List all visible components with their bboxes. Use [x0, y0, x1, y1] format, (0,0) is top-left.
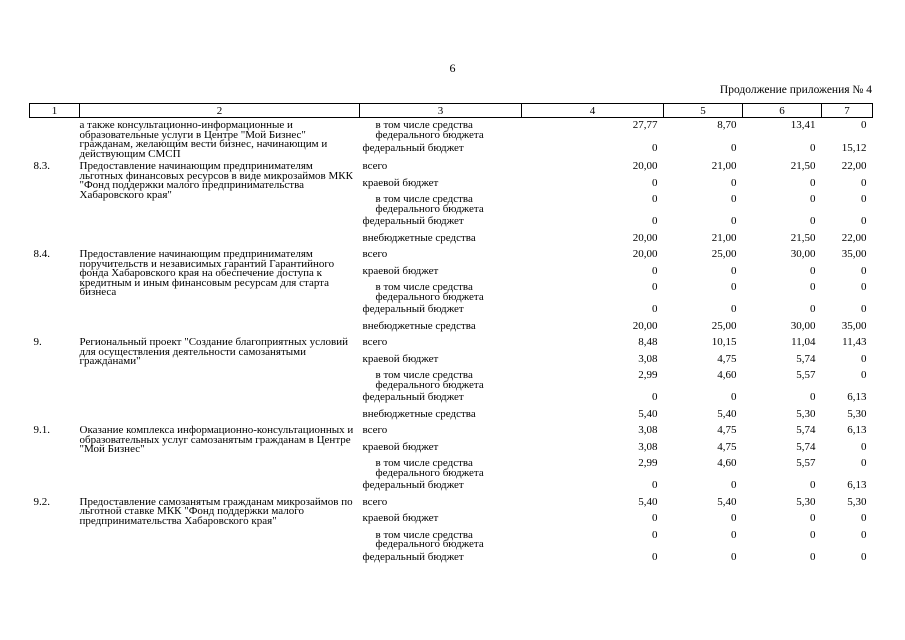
amount-value: 4,60: [717, 457, 737, 469]
amount-cell: [822, 192, 873, 214]
funding-source-text: в том числе средства федерального бюджета: [375, 119, 484, 141]
amount-value: 30,00: [790, 248, 816, 260]
amount-cell: [522, 264, 664, 281]
amount-value: 4,75: [717, 440, 737, 453]
funding-source: [360, 247, 522, 264]
table-row: [30, 335, 873, 352]
funding-source: [360, 407, 522, 424]
funding-source-text: федеральный бюджет: [362, 303, 464, 315]
amount-cell: [664, 456, 743, 478]
amount-value: 3,08: [638, 440, 658, 453]
amount-value: 5,40: [638, 495, 658, 508]
amount-cell: [822, 550, 873, 567]
amount-cell: [664, 368, 743, 390]
amount-value: 0: [810, 550, 816, 563]
amount-cell: [664, 550, 743, 567]
item-code-text: 9.2.: [33, 495, 50, 508]
amount-cell: [522, 319, 664, 336]
funding-source: [360, 423, 522, 440]
amount-cell: [664, 214, 743, 231]
appendix-continuation-label: Продолжение приложения № 4: [719, 84, 872, 96]
amount-cell: [822, 423, 873, 440]
amount-value: 20,00: [632, 319, 658, 332]
amount-cell: [664, 192, 743, 214]
amount-cell: [822, 511, 873, 528]
amount-cell: [822, 528, 873, 550]
funding-source: [360, 231, 522, 248]
amount-cell: [743, 390, 822, 407]
amount-value: 0: [731, 550, 737, 563]
amount-value: 25,00: [711, 319, 737, 332]
amount-cell: [664, 247, 743, 264]
amount-value: 0: [810, 215, 816, 227]
amount-cell: [822, 390, 873, 407]
amount-cell: [522, 511, 664, 528]
amount-value: 0: [731, 281, 737, 293]
table-row: [30, 495, 873, 512]
funding-source-text: в том числе средства федерального бюджета: [375, 457, 484, 479]
amount-value: 21,00: [711, 231, 737, 244]
amount-value: 35,00: [841, 248, 867, 260]
amount-value: 0: [810, 303, 816, 315]
item-description: [80, 495, 360, 567]
amount-value: 5,57: [796, 457, 816, 469]
amount-value: 11,43: [842, 336, 867, 348]
amount-cell: [664, 528, 743, 550]
column-header: 3: [360, 104, 522, 118]
funding-source-text: федеральный бюджет: [362, 215, 464, 227]
funding-source: [360, 192, 522, 214]
amount-cell: [743, 176, 822, 193]
amount-value: 0: [652, 391, 658, 403]
amount-cell: [664, 440, 743, 457]
amount-cell: [522, 550, 664, 567]
item-code-text: 8.4.: [33, 248, 50, 260]
funding-source: [360, 511, 522, 528]
funding-source-text: всего: [362, 160, 388, 172]
amount-value: 21,00: [711, 160, 737, 172]
amount-cell: [522, 335, 664, 352]
amount-cell: [743, 159, 822, 176]
amount-cell: [664, 511, 743, 528]
amount-cell: [743, 192, 822, 214]
amount-value: 22,00: [841, 231, 867, 244]
amount-cell: [522, 528, 664, 550]
amount-value: 5,40: [717, 495, 737, 508]
amount-value: 27,77: [632, 119, 658, 131]
item-description-text: Предоставление начинающим предпринимателям льготных финансовых ресурсов в виде микрозаймов МКК "Фонд поддержки малого предпринимательства Хабаровского края": [79, 160, 353, 201]
amount-cell: [822, 352, 873, 369]
funding-source: [360, 478, 522, 495]
column-header: 7: [822, 104, 873, 118]
amount-value: 5,57: [796, 369, 816, 381]
amount-cell: [822, 302, 873, 319]
amount-cell: [664, 141, 743, 159]
amount-cell: [822, 176, 873, 193]
amount-value: 8,70: [717, 119, 737, 131]
amount-value: 0: [861, 550, 867, 563]
funding-source: [360, 368, 522, 390]
item-code-text: 9.: [33, 336, 42, 348]
amount-value: 0: [861, 457, 867, 469]
amount-value: 5,30: [847, 407, 867, 420]
amount-value: 0: [810, 193, 816, 205]
amount-value: 15,12: [841, 142, 867, 155]
amount-cell: [822, 440, 873, 457]
amount-value: 20,00: [632, 160, 658, 172]
amount-value: 0: [810, 528, 816, 541]
amount-cell: [822, 231, 873, 248]
amount-value: 0: [861, 176, 867, 189]
amount-cell: [822, 456, 873, 478]
amount-value: 20,00: [632, 248, 658, 260]
amount-value: 0: [652, 281, 658, 293]
amount-value: 0: [861, 369, 867, 381]
amount-value: 0: [861, 352, 867, 365]
item-description: [80, 247, 360, 335]
amount-value: 4,75: [717, 424, 737, 436]
amount-value: 0: [652, 142, 658, 155]
amount-cell: [822, 319, 873, 336]
amount-value: 2,99: [638, 369, 658, 381]
item-code: [30, 335, 80, 423]
column-header: 4: [522, 104, 664, 118]
amount-value: 2,99: [638, 457, 658, 469]
amount-value: 0: [731, 512, 737, 524]
amount-value: 0: [810, 512, 816, 524]
amount-cell: [743, 478, 822, 495]
amount-cell: [822, 280, 873, 302]
amount-cell: [522, 118, 664, 142]
funding-source-text: внебюджетные средства: [362, 319, 476, 332]
amount-value: 0: [731, 391, 737, 403]
amount-cell: [743, 456, 822, 478]
funding-source: [360, 264, 522, 281]
amount-value: 0: [731, 528, 737, 541]
amount-cell: [822, 159, 873, 176]
amount-value: 0: [861, 119, 867, 131]
amount-cell: [664, 231, 743, 248]
amount-cell: [743, 368, 822, 390]
amount-value: 0: [731, 193, 737, 205]
amount-cell: [822, 495, 873, 512]
amount-cell: [664, 495, 743, 512]
amount-cell: [743, 352, 822, 369]
item-description: [80, 159, 360, 247]
amount-value: 21,50: [790, 231, 816, 244]
amount-cell: [664, 423, 743, 440]
item-code: [30, 159, 80, 247]
item-description-text: Региональный проект "Создание благоприятных условий для осуществления деятельности самозанятыми гражданами": [79, 336, 348, 367]
funding-source: [360, 118, 522, 142]
funding-source-text: в том числе средства федерального бюджета: [375, 281, 484, 303]
amount-value: 0: [861, 512, 867, 524]
item-code-text: 9.1.: [33, 424, 50, 436]
amount-value: 6,13: [847, 479, 867, 491]
budget-table: [29, 103, 873, 566]
amount-value: 0: [810, 479, 816, 491]
amount-cell: [522, 352, 664, 369]
amount-cell: [743, 407, 822, 424]
column-header: 1: [30, 104, 80, 118]
amount-cell: [664, 335, 743, 352]
amount-cell: [522, 176, 664, 193]
amount-value: 6,13: [847, 424, 867, 436]
funding-source: [360, 390, 522, 407]
amount-value: 5,30: [847, 495, 867, 508]
amount-cell: [743, 423, 822, 440]
funding-source-text: всего: [362, 424, 388, 436]
amount-value: 5,30: [796, 407, 816, 420]
amount-value: 5,74: [796, 352, 816, 365]
amount-cell: [743, 231, 822, 248]
amount-cell: [522, 280, 664, 302]
amount-value: 0: [652, 176, 658, 189]
amount-cell: [522, 407, 664, 424]
amount-value: 0: [861, 264, 867, 277]
amount-value: 0: [810, 391, 816, 403]
amount-cell: [743, 495, 822, 512]
amount-cell: [664, 407, 743, 424]
amount-cell: [522, 390, 664, 407]
amount-cell: [522, 440, 664, 457]
amount-value: 0: [810, 281, 816, 293]
funding-source-text: краевой бюджет: [362, 264, 439, 277]
funding-source: [360, 214, 522, 231]
amount-cell: [743, 247, 822, 264]
amount-cell: [522, 247, 664, 264]
amount-value: 0: [731, 215, 737, 227]
amount-value: 6,13: [847, 391, 867, 403]
amount-cell: [743, 440, 822, 457]
item-description-text: а также консультационно-информационные и образовательные услуги в Центре "Мой Бизнес" гражданам, желающим вести бизнес, начинающим и действующим СМСП: [79, 119, 328, 160]
funding-source-text: в том числе средства федерального бюджета: [375, 369, 484, 391]
funding-source: [360, 495, 522, 512]
amount-value: 0: [652, 303, 658, 315]
table-row: [30, 423, 873, 440]
amount-cell: [522, 159, 664, 176]
item-description: [80, 423, 360, 495]
amount-value: 4,75: [717, 352, 737, 365]
funding-source-text: всего: [362, 248, 388, 260]
amount-cell: [822, 335, 873, 352]
amount-value: 30,00: [790, 319, 816, 332]
amount-cell: [822, 214, 873, 231]
item-description-text: Предоставление самозанятым гражданам микрозаймов по льготной ставке МКК "Фонд поддержки малого предпринимательства Хабаровского края": [79, 495, 353, 527]
amount-cell: [522, 141, 664, 159]
amount-value: 0: [652, 479, 658, 491]
amount-cell: [743, 280, 822, 302]
funding-source-text: внебюджетные средства: [362, 231, 476, 244]
amount-value: 22,00: [841, 160, 867, 172]
amount-value: 13,41: [790, 119, 816, 131]
amount-value: 21,50: [790, 160, 816, 172]
amount-value: 0: [861, 440, 867, 453]
amount-cell: [522, 495, 664, 512]
funding-source-text: федеральный бюджет: [362, 550, 464, 563]
item-code: [30, 495, 80, 567]
amount-value: 0: [731, 264, 737, 277]
item-description-text: Оказание комплекса информационно-консультационных и образовательных услуг самозанятым гражданам в Центре "Мой Бизнес": [79, 424, 354, 455]
amount-value: 5,30: [796, 495, 816, 508]
amount-value: 0: [861, 303, 867, 315]
column-number-row: [30, 104, 873, 118]
amount-value: 0: [861, 215, 867, 227]
amount-value: 0: [731, 142, 737, 155]
amount-cell: [822, 368, 873, 390]
amount-cell: [822, 264, 873, 281]
funding-source: [360, 550, 522, 567]
amount-value: 0: [731, 176, 737, 189]
funding-source-text: федеральный бюджет: [362, 391, 464, 403]
funding-source: [360, 335, 522, 352]
amount-value: 0: [652, 264, 658, 277]
amount-cell: [822, 407, 873, 424]
amount-cell: [664, 319, 743, 336]
funding-source-text: краевой бюджет: [362, 440, 439, 453]
funding-source-text: в том числе средства федерального бюджета: [375, 528, 484, 550]
amount-value: 5,40: [717, 407, 737, 420]
amount-value: 0: [652, 193, 658, 205]
page-number: 6: [449, 61, 456, 75]
funding-source-text: всего: [362, 495, 388, 508]
amount-cell: [522, 302, 664, 319]
amount-cell: [664, 352, 743, 369]
funding-source-text: в том числе средства федерального бюджета: [375, 193, 484, 215]
amount-cell: [664, 176, 743, 193]
funding-source-text: всего: [362, 336, 388, 348]
funding-source-text: федеральный бюджет: [362, 142, 464, 155]
item-code: [30, 423, 80, 495]
table-row: [30, 159, 873, 176]
item-description: [80, 118, 360, 160]
amount-cell: [743, 264, 822, 281]
funding-source-text: краевой бюджет: [362, 176, 439, 189]
column-header: 6: [743, 104, 822, 118]
item-code: [30, 247, 80, 335]
amount-cell: [743, 302, 822, 319]
table-row: [30, 118, 873, 142]
amount-cell: [664, 478, 743, 495]
amount-value: 0: [861, 193, 867, 205]
funding-source: [360, 319, 522, 336]
table-body: [30, 118, 873, 567]
amount-cell: [822, 141, 873, 159]
funding-source: [360, 302, 522, 319]
funding-source: [360, 456, 522, 478]
funding-source: [360, 280, 522, 302]
amount-cell: [522, 231, 664, 248]
amount-cell: [664, 264, 743, 281]
amount-cell: [743, 550, 822, 567]
amount-value: 0: [810, 176, 816, 189]
amount-value: 5,74: [796, 440, 816, 453]
amount-cell: [664, 280, 743, 302]
item-code-text: [34, 118, 80, 121]
amount-cell: [664, 118, 743, 142]
amount-value: 0: [652, 528, 658, 541]
amount-cell: [522, 368, 664, 390]
amount-cell: [522, 192, 664, 214]
amount-cell: [664, 390, 743, 407]
funding-source-text: краевой бюджет: [362, 512, 439, 524]
amount-cell: [522, 214, 664, 231]
amount-value: 20,00: [632, 231, 658, 244]
amount-cell: [822, 478, 873, 495]
column-header: 5: [664, 104, 743, 118]
amount-cell: [743, 528, 822, 550]
funding-source: [360, 440, 522, 457]
funding-source-text: краевой бюджет: [362, 352, 439, 365]
item-description-text: Предоставление начинающим предпринимателям поручительств и независимых гарантий Гарантийного фонда Хабаровского края на обеспечение доступа к кредитным и иным финансовым ресурсам для старта бизнеса: [79, 248, 335, 298]
column-header: 2: [80, 104, 360, 118]
amount-value: 0: [861, 281, 867, 293]
amount-cell: [522, 456, 664, 478]
item-description: [80, 335, 360, 423]
amount-value: 0: [652, 512, 658, 524]
amount-value: 0: [861, 528, 867, 541]
amount-value: 3,08: [638, 424, 658, 436]
amount-value: 0: [652, 550, 658, 563]
amount-value: 0: [731, 303, 737, 315]
amount-value: 8,48: [638, 336, 658, 348]
funding-source: [360, 159, 522, 176]
amount-value: 0: [652, 215, 658, 227]
funding-source: [360, 528, 522, 550]
funding-source: [360, 352, 522, 369]
amount-value: 10,15: [711, 336, 737, 348]
amount-value: 25,00: [711, 248, 737, 260]
amount-value: 3,08: [638, 352, 658, 365]
amount-value: 11,04: [791, 336, 816, 348]
item-code: [30, 118, 80, 160]
amount-cell: [743, 214, 822, 231]
amount-cell: [522, 423, 664, 440]
amount-value: 5,74: [796, 424, 816, 436]
amount-value: 5,40: [638, 407, 658, 420]
funding-source-text: федеральный бюджет: [362, 479, 464, 491]
amount-cell: [664, 302, 743, 319]
amount-value: 35,00: [841, 319, 867, 332]
amount-cell: [743, 335, 822, 352]
amount-cell: [522, 478, 664, 495]
amount-value: 4,60: [717, 369, 737, 381]
amount-cell: [743, 141, 822, 159]
funding-source-text: внебюджетные средства: [362, 407, 476, 420]
amount-value: 0: [731, 479, 737, 491]
amount-cell: [822, 118, 873, 142]
funding-source: [360, 176, 522, 193]
amount-cell: [822, 247, 873, 264]
table-row: [30, 247, 873, 264]
item-code-text: 8.3.: [33, 160, 50, 172]
funding-source: [360, 141, 522, 159]
amount-cell: [743, 319, 822, 336]
amount-value: 0: [810, 264, 816, 277]
amount-cell: [743, 118, 822, 142]
amount-cell: [664, 159, 743, 176]
amount-cell: [743, 511, 822, 528]
amount-value: 0: [810, 142, 816, 155]
